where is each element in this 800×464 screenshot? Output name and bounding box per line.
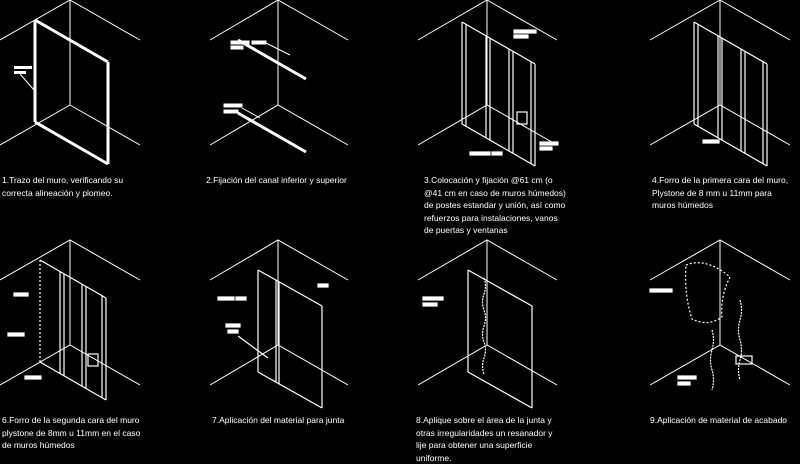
caption-line: muros húmedos <box>652 199 788 212</box>
caption-line: 8.Aplique sobre el área de la junta y <box>416 414 553 427</box>
step-9-caption <box>650 414 787 427</box>
caption-line: de muros húmedos <box>2 439 140 452</box>
caption-line: correcta alineación y plomeo. <box>2 187 123 200</box>
caption-line: Plystone de 8 mm u 11mm para <box>652 187 788 200</box>
caption-line: 6.Forro de la segunda cara del muro <box>2 414 140 427</box>
caption-line: otras irregularidades un resanador y <box>416 427 553 440</box>
step-3-caption <box>424 174 566 237</box>
step-6-caption <box>2 414 140 452</box>
caption-line: de postes estandar y unión, así como <box>424 199 566 212</box>
caption-line: lije para obtener una superficie <box>416 439 553 452</box>
step-2-caption <box>206 174 347 187</box>
caption-line: 2.Fijación del canal inferior y superior <box>206 174 347 187</box>
caption-line: @41 cm en caso de muros húmedos) <box>424 187 566 200</box>
step-4-caption <box>652 174 788 212</box>
caption-line: uniforme. <box>416 452 553 464</box>
caption-line: 9.Aplicación de material de acabado <box>650 414 787 427</box>
step-8-caption <box>416 414 553 464</box>
step-7-caption <box>212 414 344 427</box>
caption-line: de puertas y ventanas <box>424 224 566 237</box>
caption-line: 1.Trazo del muro, verificando su <box>2 174 123 187</box>
caption-line: refuerzos para instalaciones, vanos <box>424 212 566 225</box>
step-1-caption <box>2 174 123 199</box>
caption-line: 3.Colocación y fijación @61 cm (o <box>424 174 566 187</box>
caption-line: plystone de 8mm u 11mm en el caso <box>2 427 140 440</box>
caption-line: 7.Aplicación del material para junta <box>212 414 344 427</box>
caption-line: 4.Forro de la primera cara del muro, <box>652 174 788 187</box>
